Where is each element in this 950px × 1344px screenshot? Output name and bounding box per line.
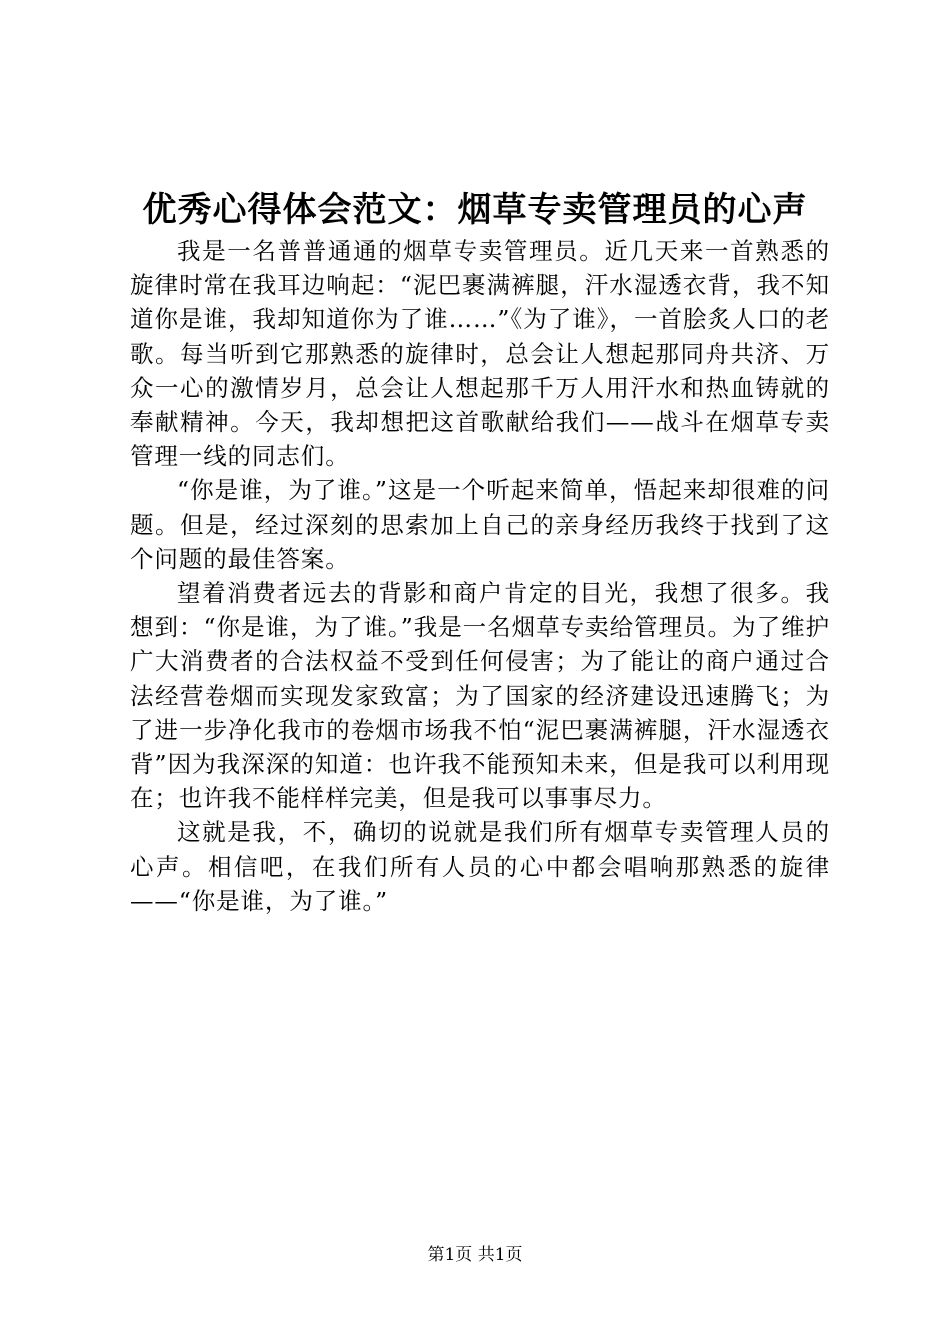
paragraph-2: “你是谁，为了谁。”这是一个听起来简单，悟起来却很难的问题。但是，经过深刻的思索加上自己的亲身经历我终于找到了这个问题的最佳答案。 bbox=[130, 476, 830, 573]
document-title: 优秀心得体会范文：烟草专卖管理员的心声 bbox=[142, 190, 808, 230]
document-body bbox=[130, 234, 830, 918]
paragraph-1: 我是一名普普通通的烟草专卖管理员。近几天来一首熟悉的旋律时常在我耳边响起：“泥巴裹满裤腿，汗水湿透衣背，我不知道你是谁，我却知道你为了谁……”《为了谁》，一首脍炙人口的老歌。每当听到它那熟悉的旋律时，总会让人想起那同舟共济、万众一心的激情岁月，总会让人想起那千万人用汗水和热血铸就的奉献精神。今天，我却想把这首歌献给我们——战斗在烟草专卖管理一线的同志们。 bbox=[130, 237, 830, 471]
paragraph-4: 这就是我，不，确切的说就是我们所有烟草专卖管理人员的心声。相信吧，在我们所有人员的心中都会唱响那熟悉的旋律——“你是谁，为了谁。” bbox=[130, 818, 830, 915]
page-number-label: 第1页 共1页 bbox=[427, 1245, 523, 1265]
paragraph-3: 望着消费者远去的背影和商户肯定的目光，我想了很多。我想到：“你是谁，为了谁。”我是一名烟草专卖给管理员。为了维护广大消费者的合法权益不受到任何侵害；为了能让的商户通过合法经营卷烟而实现发家致富；为了国家的经济建设迅速腾飞；为了进一步净化我市的卷烟市场我不怕“泥巴裹满裤腿，汗水湿透衣背”因为我深深的知道：也许我不能预知未来，但是我可以利用现在；也许我不能样样完美，但是我可以事事尽力。 bbox=[130, 579, 830, 813]
page-footer bbox=[0, 1243, 950, 1267]
